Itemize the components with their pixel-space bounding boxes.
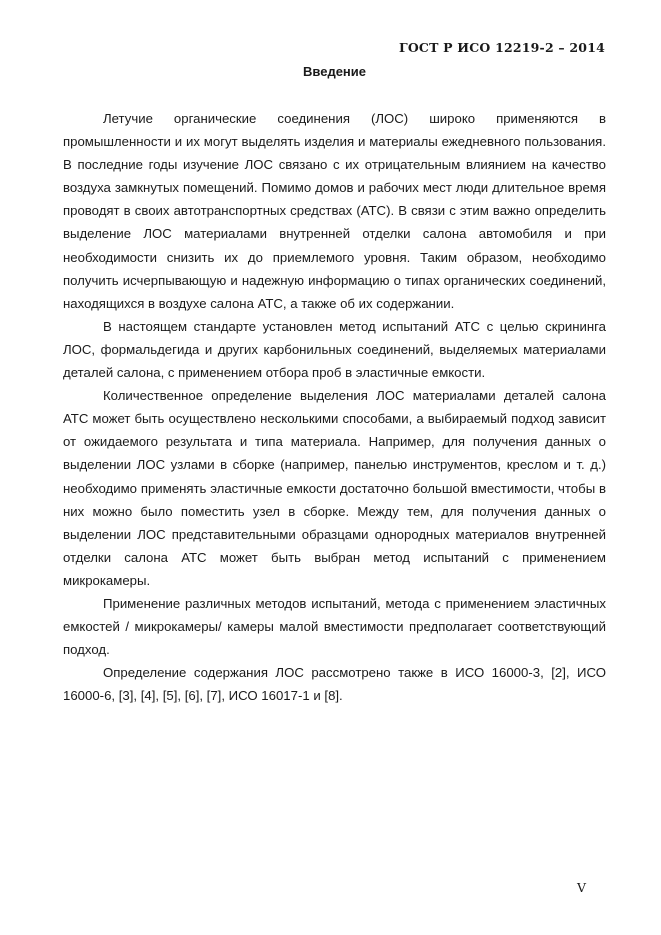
paragraph: Применение различных методов испытаний, метода с применением эластичных емкостей / микрокамеры/ камеры малой вместимости предполагает соответствующий подход. <box>63 595 606 658</box>
paragraph: Летучие органические соединения (ЛОС) широко применяются в промышленности и их могут выделять изделия и материалы ежедневного пользования. В последние годы изучение ЛОС связано с их отрицательным влиянием на качество воздуха замкнутых помещений. Помимо домов и рабочих мест люди длительное время проводят в своих автотранспортных средствах (АТС). В связи с этим важно определить выделение ЛОС материалами внутренней отделки салона автомобиля и при необходимости снизить их до приемлемого уровня. Таким образом, необходимо получить исчерпывающую и надежную информацию о типах органических соединений, находящихся в воздухе салона АТС, а также об их содержании. <box>63 111 606 311</box>
paragraph: Количественное определение выделения ЛОС материалами деталей салона АТС может быть осуществлено несколькими способами, а выбираемый подход зависит от ожидаемого результата и типа материала. Например, для получения данных о выделении ЛОС узлами в сборке (например, панелью инструментов, креслом и т. д.) необходимо применять эластичные емкости достаточно большой вместимости, чтобы в них можно было поместить узел в сборке. Между тем, для получения данных о выделении ЛОС представительными образцами однородных материалов внутренней отделки салона АТС может быть выбран метод испытаний с применением микрокамеры. <box>63 388 606 588</box>
paragraph: Определение содержания ЛОС рассмотрено также в ИСО 16000-3, [2], ИСО 16000-6, [3], [4], [5], [6], [7], ИСО 16017-1 и [8]. <box>63 665 606 704</box>
section-title: Введение <box>303 64 366 79</box>
page-number: V <box>577 880 587 895</box>
paragraph: В настоящем стандарте установлен метод испытаний АТС с целью скрининга ЛОС, формальдегида и других карбонильных соединений, выделяемых материалами деталей салона, с применением отбора проб в эластичные емкости. <box>63 318 606 381</box>
body-text <box>63 107 606 707</box>
document-code: ГОСТ Р ИСО 12219-2 – 2014 <box>399 40 605 55</box>
